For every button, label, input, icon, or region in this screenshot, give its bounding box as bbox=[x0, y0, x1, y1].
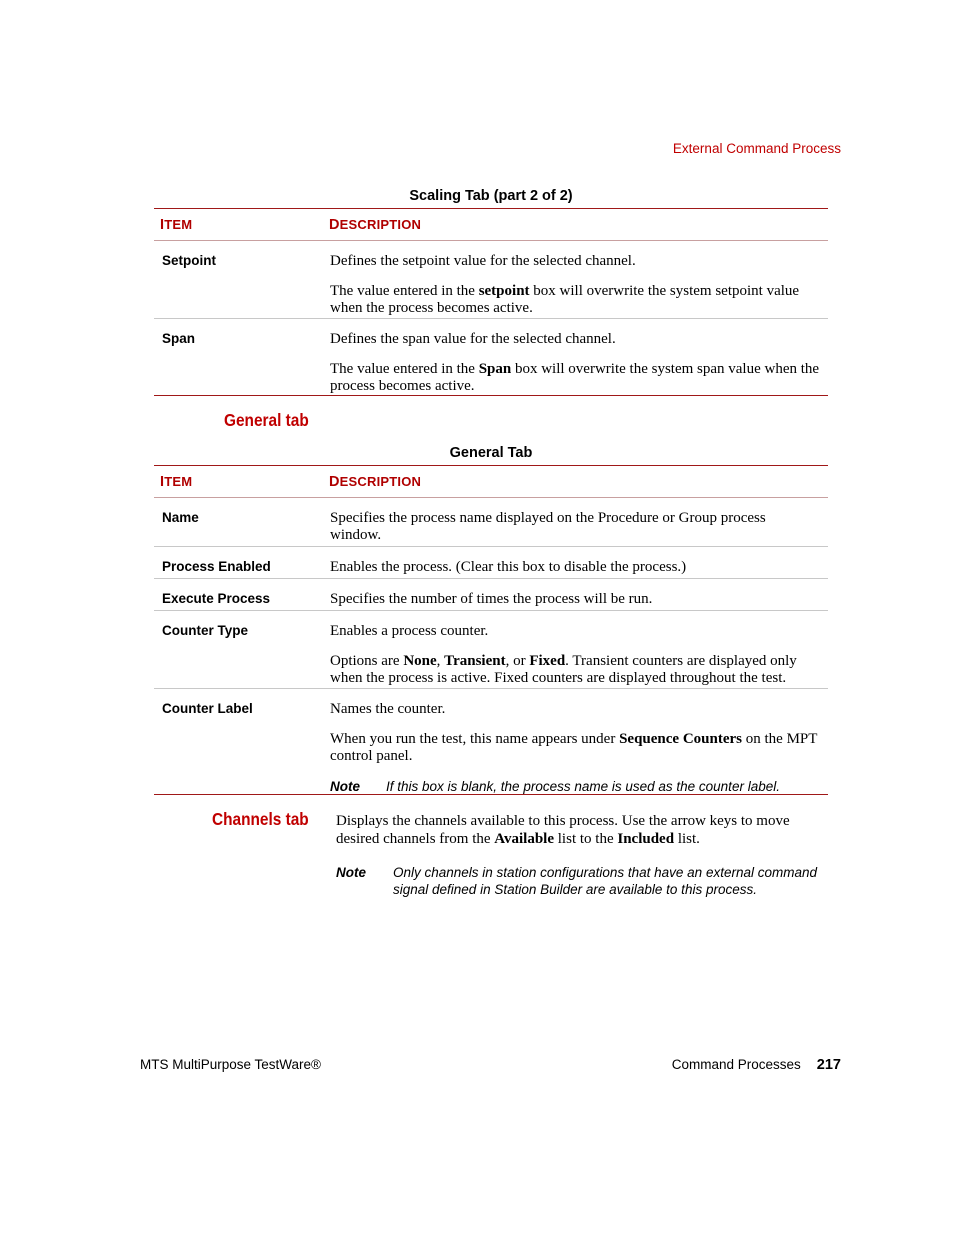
description-cell: Defines the span value for the selected channel. The value entered in the Span box will overwrite the system span value when the process becomes active. bbox=[330, 331, 820, 394]
footer-right bbox=[672, 1057, 841, 1073]
item-cell: Name bbox=[162, 510, 199, 525]
running-header: External Command Process bbox=[672, 141, 841, 156]
channels-tab-heading: Channels tab bbox=[212, 809, 309, 829]
general-table-title: General Tab bbox=[449, 445, 533, 461]
table-row bbox=[154, 611, 828, 689]
note-text: Only channels in station configurations that have an external command signal defined in Station Builder are available to this process. bbox=[393, 865, 817, 897]
note-text: If this box is blank, the process name is used as the counter label. bbox=[386, 779, 780, 794]
scaling-table-title: Scaling Tab (part 2 of 2) bbox=[409, 188, 573, 204]
item-cell: Span bbox=[162, 331, 196, 346]
table-row bbox=[154, 241, 828, 319]
general-table bbox=[154, 465, 828, 795]
column-header-item: ITEM bbox=[160, 216, 193, 233]
note-label: Note bbox=[336, 865, 366, 880]
scaling-table bbox=[154, 208, 828, 396]
table-row bbox=[154, 319, 828, 395]
item-cell: Counter Type bbox=[162, 623, 249, 638]
column-header-description: DESCRIPTION bbox=[329, 473, 422, 490]
description-cell: Enables a process counter. Options are None, Transient, or Fixed. Transient counters are displayed only when the process is active. Fixed counters are displayed throughout the test. bbox=[330, 623, 797, 686]
description-cell: Defines the setpoint value for the selected channel. The value entered in the setpoint box will overwrite the system setpoint value when the process becomes active. bbox=[330, 253, 800, 316]
table-row bbox=[154, 579, 828, 611]
item-cell: Process Enabled bbox=[162, 559, 271, 574]
note-label: Note bbox=[330, 779, 360, 794]
item-cell: Setpoint bbox=[162, 253, 216, 268]
description-cell: Specifies the process name displayed on the Procedure or Group process window. bbox=[330, 510, 766, 543]
channels-tab-description: Displays the channels available to this process. Use the arrow keys to move desired channels from the Available list to the Included list. bbox=[336, 813, 790, 847]
description-cell: Enables the process. (Clear this box to disable the process.) bbox=[330, 559, 687, 575]
column-header-item: ITEM bbox=[160, 473, 193, 490]
description-cell: Specifies the number of times the process will be run. bbox=[330, 591, 653, 607]
item-cell: Execute Process bbox=[162, 591, 271, 606]
page-number: 217 bbox=[816, 1057, 841, 1073]
footer-product-name: MTS MultiPurpose TestWare® bbox=[140, 1057, 321, 1072]
table-row bbox=[154, 498, 828, 547]
item-cell: Counter Label bbox=[162, 701, 253, 716]
footer-section-name: Command Processes bbox=[671, 1057, 801, 1072]
table-row bbox=[154, 547, 828, 579]
channels-note bbox=[336, 864, 836, 898]
column-header-description: DESCRIPTION bbox=[329, 216, 422, 233]
description-cell: Names the counter. When you run the test, this name appears under Sequence Counters on the MPT control panel. Note If this box is blank, the process name is used as the counter label. bbox=[330, 689, 828, 794]
table-header-row bbox=[154, 466, 828, 498]
table-header-row bbox=[154, 209, 828, 241]
table-note bbox=[330, 778, 820, 795]
table-row bbox=[154, 689, 828, 794]
general-tab-heading: General tab bbox=[224, 410, 309, 430]
